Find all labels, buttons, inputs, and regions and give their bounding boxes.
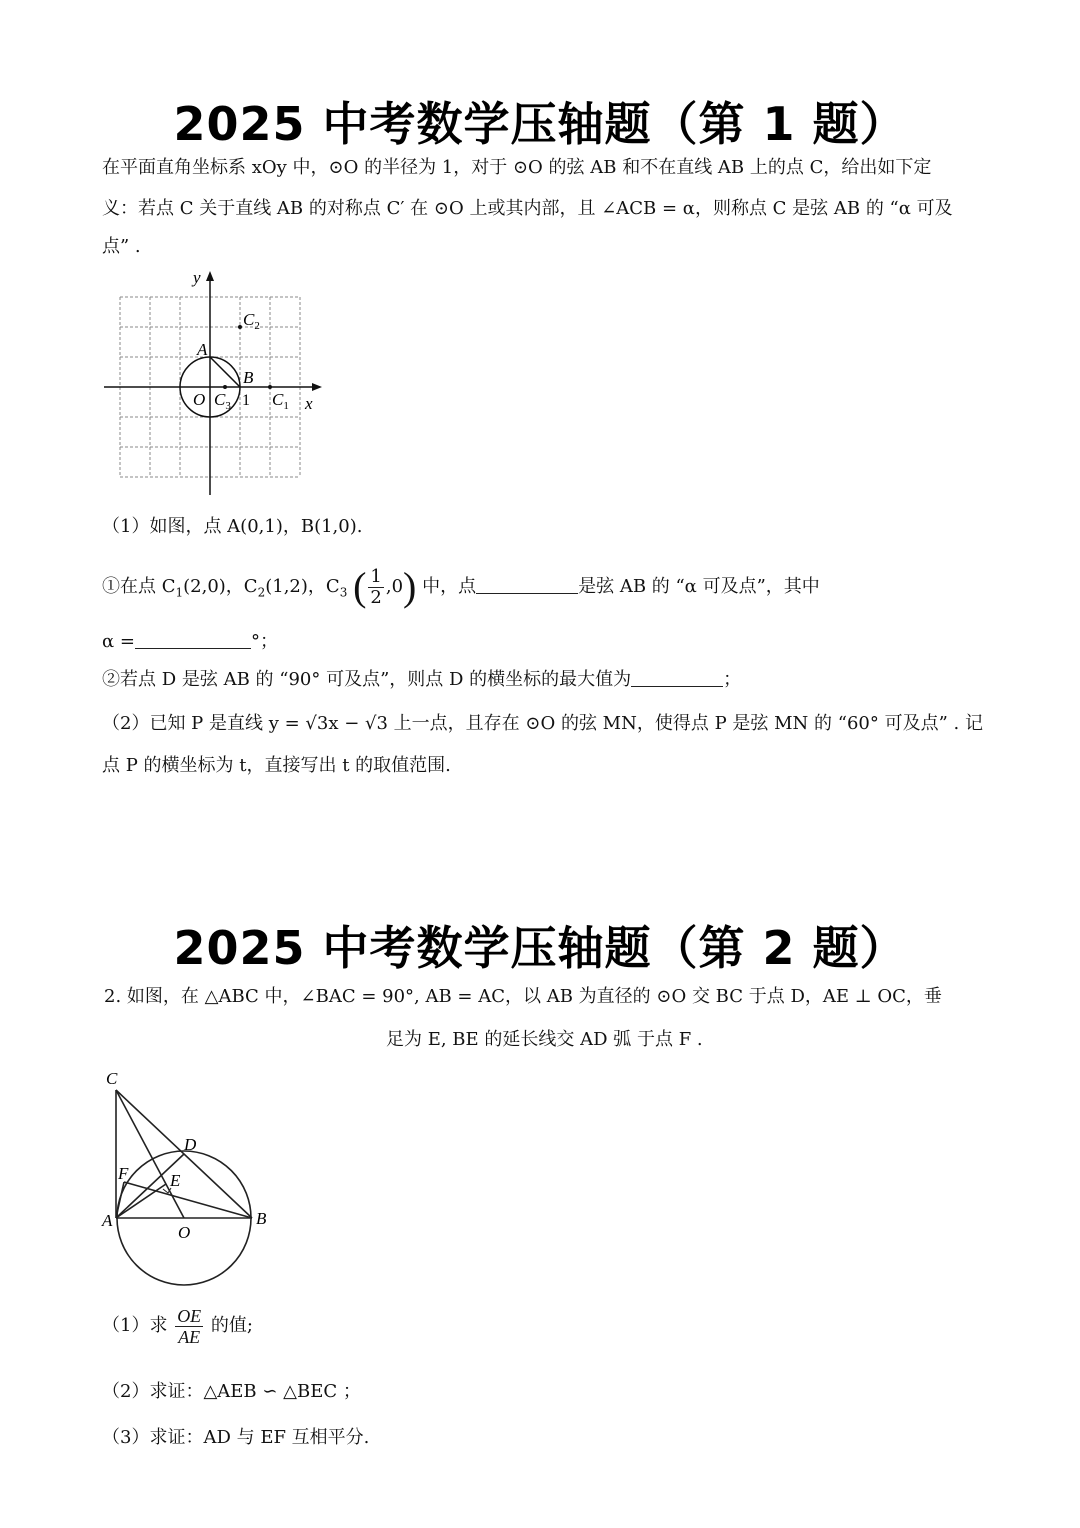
q2-sub3-text: （3）求证：AD 与 EF 互相平分. [102, 1427, 370, 1448]
paren-open: ( [353, 564, 367, 609]
q1-intro-text-1: 在平面直角坐标系 xOy 中，⊙O 的半径为 1，对于 ⊙O 的弦 AB 和不在直线 AB 上的点 C，给出如下定 [102, 157, 932, 178]
q1-part2-text-2: 点 P 的横坐标为 t，直接写出 t 的取值范围. [102, 755, 451, 776]
q1-part1b-end: ； [723, 669, 742, 690]
fraction-denominator: 2 [370, 586, 382, 608]
q1-part2-text-1: （2）已知 P 是直线 y = √3x − √3 上一点，且存在 ⊙O 的弦 MN，使得点 P 是弦 MN 的 “60° 可及点” . 记 [102, 713, 983, 734]
label-c3: $C_3$ [214, 390, 231, 412]
label-f: F [118, 1164, 129, 1183]
q1-part1a-c1: (2,0)，C [183, 576, 258, 597]
label-a: A [102, 1211, 113, 1230]
label-a: A [197, 340, 208, 359]
q1-intro-line-2 [102, 195, 953, 223]
label-c1: $C_1$ [272, 390, 289, 412]
q2-intro-line-2 [386, 1026, 703, 1054]
page-title-q2: 2025 中考数学压轴题（第 2 题） [173, 921, 907, 975]
q1-part2-line-1 [102, 710, 983, 738]
q2-sub1-post: 的值; [210, 1315, 253, 1336]
q1-alpha-pre: α = [102, 631, 135, 652]
q1-part1a-pre: ①在点 C [102, 576, 176, 597]
q1-alpha-post: °； [250, 631, 278, 652]
q1-intro-line-1 [102, 154, 931, 182]
q2-intro-line-1 [104, 983, 942, 1011]
q1-intro-line-3 [102, 233, 141, 261]
q1-part1a-c2: (1,2)，C [265, 576, 340, 597]
q1-part1a-tail: 是弦 AB 的 “α 可及点”，其中 [578, 576, 820, 597]
label-b: B [243, 368, 254, 387]
fraction-half [368, 567, 383, 608]
label-e: E [170, 1171, 181, 1190]
q1-coordinate-figure [100, 265, 330, 500]
q1-part1a-post: 中，点 [422, 576, 477, 597]
answer-blank-1[interactable] [476, 575, 578, 594]
point-c1 [268, 385, 272, 389]
y-label: y [193, 268, 201, 287]
paren-close: ) [403, 564, 417, 609]
y-axis-arrow-icon [206, 271, 214, 281]
q2-sub3-line [102, 1424, 369, 1452]
label-c: C [106, 1069, 118, 1088]
page-title-q1: 2025 中考数学压轴题（第 1 题） [173, 97, 907, 151]
answer-blank-2[interactable] [631, 668, 723, 687]
point-c2 [238, 325, 242, 329]
q2-geometry-figure [98, 1062, 288, 1294]
q1-part1b-line [102, 666, 741, 694]
answer-blank-alpha[interactable] [135, 630, 251, 649]
x-label: x [305, 394, 313, 413]
label-o: O [178, 1223, 191, 1242]
q1-part1a-line: ①在点 $C_1(2,0)$，$C_2(1,2)$，$C_3$ ( $\frac{1}{2}$ ,0) 中，点 是弦 AB 的 “α 可及点”，其中 [102, 564, 820, 609]
q1-part1-line [102, 513, 362, 541]
point-c3 [223, 385, 227, 389]
label-c2: $C_2$ [243, 310, 260, 332]
q1-alpha-line [102, 628, 278, 656]
fraction-denominator: AE [178, 1326, 201, 1347]
q1-part1-text: （1）如图，点 A(0,1)，B(1,0). [102, 516, 363, 537]
q1-part1b-text: ②若点 D 是弦 AB 的 “90° 可及点”，则点 D 的横坐标的最大值为 [102, 669, 632, 690]
fraction-oe-ae [175, 1306, 203, 1347]
q1-intro-text-3: 点” . [102, 236, 141, 257]
label-b: B [256, 1209, 267, 1228]
q2-sub2-text: （2）求证：△AEB ∽ △BEC ； [102, 1381, 361, 1402]
q2-intro-text-2: 足为 E, BE 的延长线交 AD 弧 于点 F . [386, 1029, 703, 1050]
fraction-numerator: 1 [370, 565, 382, 587]
q2-sub1-line [102, 1302, 253, 1350]
q1-intro-text-2: 义：若点 C 关于直线 AB 的对称点 C′ 在 ⊙O 上或其内部，且 ∠ACB = α，则称点 C 是弦 AB 的 “α 可及 [102, 198, 953, 219]
label-o: O [193, 390, 206, 409]
q2-sub1-pre: （1）求 [102, 1315, 168, 1336]
x-axis-arrow-icon [312, 383, 322, 391]
q1-part2-line-2 [102, 752, 451, 780]
label-one: 1 [242, 392, 250, 409]
segment-co [116, 1090, 184, 1218]
q2-intro-text-1: 2. 如图，在 △ABC 中，∠BAC = 90°, AB = AC，以 AB 为直径的 ⊙O 交 BC 于点 D，AE ⊥ OC，垂 [104, 986, 942, 1007]
fraction-numerator: OE [177, 1305, 202, 1326]
q2-sub2-line [102, 1378, 361, 1406]
label-d: D [184, 1135, 197, 1154]
q1-part1a-after: ,0 [385, 576, 404, 597]
